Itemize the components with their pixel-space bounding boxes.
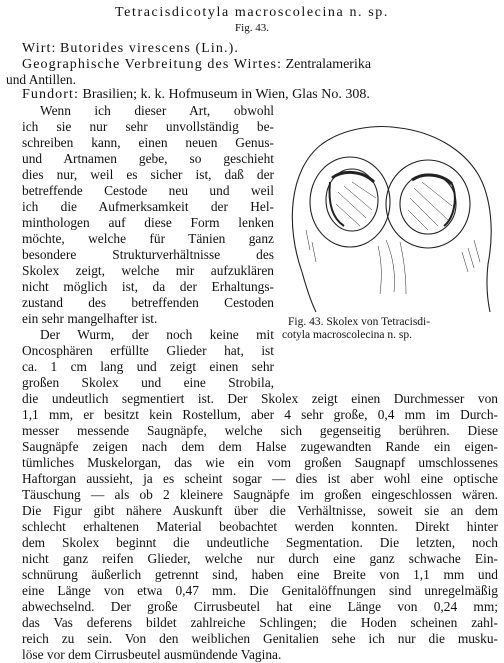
body-line: tümliches Muskelorgan, das wie ein vom großen Saugnapf umschlossenes: [22, 455, 498, 470]
species-title: Tetracisdicotyla macroscolecina n. sp.: [114, 5, 389, 20]
column-line: Der Wurm, der noch keine mit: [40, 327, 274, 342]
distribution-value: Zentralamerika: [285, 57, 372, 72]
column-line: besondere Strukturverhältnisse des: [22, 247, 274, 262]
body-line: eine Länge von etwa 0,47 mm. Die Genitalöffnungen sind unregelmäßig: [22, 583, 498, 598]
body-line: reich zu sein. Von den weiblichen Genitalien sehe ich nur die musku-: [22, 631, 498, 646]
column-line: schreiben kann, einen neuen Genus-: [22, 135, 274, 150]
host-label: Wirt:: [22, 41, 57, 56]
scolex-illustration: [282, 122, 504, 315]
body-line: dem Skolex beginnt die undeutliche Segmentation. Die letzten, noch: [22, 535, 498, 550]
body-line: abwechselnd. Der große Cirrusbeutel hat eine Länge von 0,24 mm;: [22, 599, 498, 614]
column-line: ich die Aufmerksamkeit der Hel-: [22, 199, 274, 214]
caption-line: cotyla macroscolecina n. sp.: [282, 329, 412, 341]
locality-label: Fundort:: [22, 87, 80, 102]
body-line: 1,1 mm, er besitzt kein Rostellum, aber 4 sehr große, 0,4 mm im Durch-: [22, 407, 498, 422]
column-line: nicht möglich ist, da der Erhaltungs-: [22, 279, 274, 294]
body-line: die undeutlich segmentiert ist. Der Skolex zeigt einen Durchmesser von: [22, 391, 498, 406]
host-line: [22, 41, 239, 57]
column-line: betreffende Cestode neu und weil: [22, 183, 274, 198]
column-line: möchte, welche für Tänien ganz: [22, 231, 274, 246]
column-line: ein sehr mangelhafter ist.: [22, 311, 158, 326]
body-line: nicht ganz reifen Glieder, welche nur durch eine ganz schwache Ein-: [22, 551, 498, 566]
body-line: löse vor dem Cirrusbeutel ausmündende Vagina.: [22, 647, 282, 662]
column-line: großen Skolex und eine Strobila,: [22, 375, 274, 390]
full-width-text: [22, 391, 498, 663]
figure-reference: Fig. 43.: [235, 22, 269, 34]
column-line: minthologen auf diese Form lenken: [22, 215, 274, 230]
column-line: zustand des betreffenden Cestoden: [22, 295, 274, 310]
column-line: Wenn ich dieser Art, obwohl: [40, 103, 274, 118]
distribution-line: [22, 57, 502, 73]
distribution-label: Geographische Verbreitung des Wirtes:: [22, 57, 283, 72]
locality-line: [22, 87, 370, 103]
body-line: Saugnäpfe zeigen nach dem dem Halse zugewandten Rande ein eigen-: [22, 439, 498, 454]
body-line: Haftorgan aussieht, ja es scheint sogar — dies ist aber wohl eine optische: [22, 471, 498, 486]
body-line: Täuschung — als ob 2 kleinere Saugnäpfe im großen eingeschlossen wären.: [22, 487, 498, 502]
locality-value: Brasilien; k. k. Hofmuseum in Wien, Glas No. 308.: [82, 87, 370, 102]
body-line: schnürung äußerlich getrennt sind, haben eine Breite von 1,1 mm und: [22, 567, 498, 582]
body-line: messer messende Saugnäpfe, welche sich gegenseitig berühren. Diese: [22, 423, 498, 438]
body-line: das Vas deferens bildet zahlreiche Schlingen; die Hoden scheinen zahl-: [22, 615, 498, 630]
caption-line: Fig. 43. Skolex von Tetracisdi-: [288, 316, 431, 328]
column-line: und Artnamen gebe, so geschieht: [22, 151, 274, 166]
column-line: ca. 1 cm lang und zeigt einen sehr: [22, 359, 274, 374]
distribution-continuation: und Antillen.: [6, 72, 76, 87]
column-line: ich sie nur sehr unvollständig be-: [22, 119, 274, 134]
column-line: dies nur, weil es sicher ist, daß der: [22, 167, 274, 182]
body-line: schlecht erhaltenen Material beobachtet werden konnten. Direkt hinter: [22, 519, 498, 534]
left-column-text: [22, 103, 274, 391]
figure-caption: [282, 316, 497, 342]
column-line: Skolex zeigt, welche mir aufzuklären: [22, 263, 274, 278]
host-value: Butorides virescens (Lin.).: [59, 41, 239, 56]
column-line: Oncosphären erfüllte Glieder hat, ist: [22, 343, 274, 358]
body-line: Die Figur gibt nähere Auskunft über die Verhältnisse, soweit sie an dem: [22, 503, 498, 518]
